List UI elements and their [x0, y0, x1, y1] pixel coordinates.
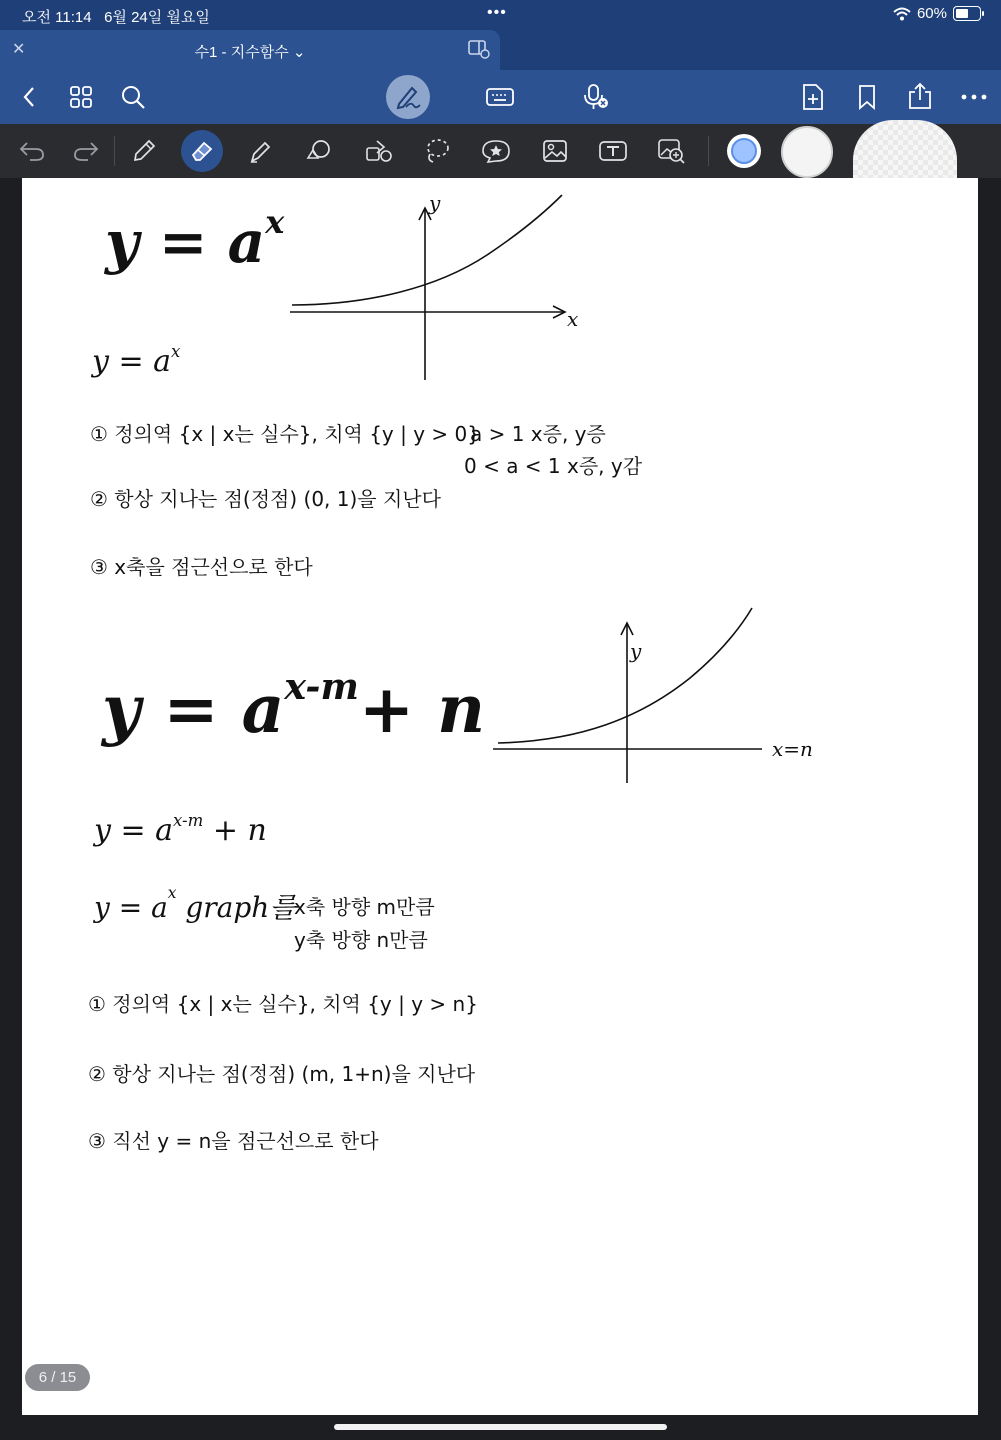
- redo-icon[interactable]: [70, 136, 102, 166]
- microphone-off-icon[interactable]: [580, 82, 612, 112]
- section1-item3: ③ x축을 점근선으로 한다: [90, 555, 313, 579]
- section2-item3: ③ 직선 y = n을 점근선으로 한다: [88, 1129, 379, 1153]
- note-page[interactable]: [22, 178, 978, 1415]
- exponential-graph-1: [287, 190, 617, 385]
- document-title[interactable]: 수1 - 지수함수 ⌄: [194, 44, 306, 61]
- section2-shift-exp: x: [167, 883, 177, 902]
- battery-icon: [953, 6, 981, 21]
- more-options-icon[interactable]: [958, 82, 990, 112]
- section2-heading-exp: x-m: [284, 664, 359, 708]
- tab-bar: [0, 30, 1001, 70]
- section1-formula: [92, 341, 181, 379]
- graph2-y-label: y: [630, 639, 642, 663]
- close-tab-icon[interactable]: ✕: [12, 41, 26, 58]
- back-chevron-icon[interactable]: [14, 82, 44, 112]
- multitasking-dots[interactable]: •••: [487, 4, 507, 21]
- undo-icon[interactable]: [16, 136, 48, 166]
- highlighter-tool-icon[interactable]: [244, 136, 276, 166]
- grid-view-icon[interactable]: [66, 82, 96, 112]
- pen-tool-icon[interactable]: [128, 136, 160, 166]
- section2-shift-y: y축 방향 n만큼: [294, 928, 428, 952]
- section2-formula-base: y = a: [94, 813, 174, 848]
- add-page-icon[interactable]: [798, 82, 828, 112]
- status-right: [893, 5, 981, 22]
- section1-item1: ① 정의역 {x | x는 실수}, 치역 {y | y > 0}: [90, 422, 480, 446]
- sticker-tool-icon[interactable]: [478, 136, 514, 166]
- graph1-x-label: x: [567, 307, 579, 331]
- section2-formula-exp: x-m: [173, 810, 204, 830]
- page-indicator[interactable]: 6 / 15: [25, 1364, 90, 1391]
- status-time-text: 오전 11:14: [22, 9, 92, 26]
- status-bar: [0, 0, 1001, 30]
- section1-condition1: a > 1 x증, y증: [470, 422, 606, 446]
- toolbar-separator: [708, 136, 709, 166]
- section2-shift-formula: [94, 883, 297, 926]
- navigation-bar: [0, 70, 1001, 124]
- section2-heading-base: y = a: [102, 670, 285, 748]
- share-icon[interactable]: [904, 80, 936, 112]
- section2-item2: ② 항상 지나는 점(정점) (m, 1+n)을 지난다: [88, 1062, 476, 1086]
- color-swatch-inner: [731, 138, 757, 164]
- status-date-text: 6월 24일 월요일: [104, 9, 210, 26]
- section2-shift-tail: graph를: [185, 891, 297, 924]
- section1-heading: [105, 203, 285, 276]
- battery-percent: 60%: [916, 5, 947, 22]
- toolbar-separator: [114, 136, 115, 166]
- stroke-preview[interactable]: [853, 120, 957, 182]
- section1-item2: ② 항상 지나는 점(정점) (0, 1)을 지난다: [90, 487, 441, 511]
- element-tool-icon[interactable]: [362, 136, 396, 166]
- section2-heading-tail: + n: [358, 670, 486, 748]
- graph1-y-label: y: [429, 191, 441, 215]
- drawing-toolbar: [0, 124, 1001, 178]
- color-swatch-white[interactable]: [781, 126, 833, 178]
- keyboard-icon[interactable]: [484, 82, 516, 112]
- section1-heading-base: y = a: [105, 208, 266, 276]
- handwriting-mode-icon[interactable]: [386, 75, 430, 119]
- section2-item1: ① 정의역 {x | x는 실수}, 치역 {y | y > n}: [88, 992, 478, 1016]
- section1-heading-exp: x: [265, 203, 285, 242]
- section1-formula-base: y = a: [92, 344, 172, 379]
- wifi-icon: [893, 7, 911, 21]
- document-tab[interactable]: [0, 30, 500, 70]
- section1-formula-exp: x: [171, 341, 181, 361]
- search-icon[interactable]: [118, 82, 148, 112]
- bookmark-icon[interactable]: [852, 82, 882, 112]
- exponential-graph-2: [490, 603, 870, 788]
- color-swatch-selected[interactable]: [727, 134, 761, 168]
- eraser-tool-icon[interactable]: [181, 130, 223, 172]
- zoom-window-icon[interactable]: [654, 136, 688, 166]
- shape-tool-icon[interactable]: [302, 136, 336, 166]
- lasso-tool-icon[interactable]: [420, 136, 454, 166]
- section2-heading: [102, 664, 486, 748]
- section2-formula-tail: + n: [212, 813, 267, 848]
- battery-fill: [956, 9, 968, 18]
- status-time: [22, 6, 210, 27]
- home-indicator[interactable]: [334, 1424, 667, 1430]
- split-view-icon[interactable]: [468, 39, 490, 64]
- image-tool-icon[interactable]: [538, 136, 572, 166]
- text-tool-icon[interactable]: [596, 136, 630, 166]
- section1-condition2: 0 < a < 1 x증, y감: [464, 454, 643, 478]
- graph2-asymptote-label: x=n: [772, 737, 813, 761]
- section2-shift-x: x축 방향 m만큼: [294, 895, 435, 919]
- section2-formula: [94, 810, 267, 848]
- section2-shift-base: y = a: [94, 891, 168, 924]
